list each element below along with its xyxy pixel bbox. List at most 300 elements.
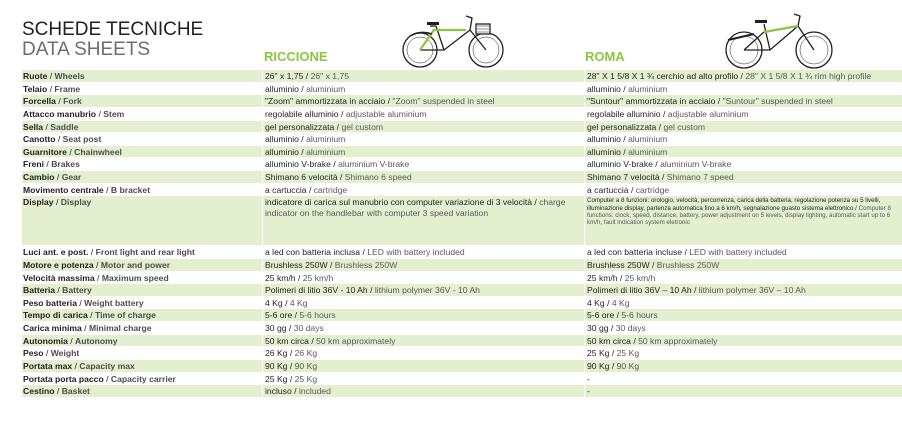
riccione-value-it: alluminio [265,134,299,145]
spec-label [22,335,262,347]
spec-label-en: Chainwheel [74,146,122,157]
riccione-value [262,309,584,321]
slash-separator: / [292,310,300,321]
riccione-value-en: 90 Kg [294,360,318,371]
slash-separator: / [649,259,657,270]
slash-separator: / [47,71,55,81]
spec-row [22,158,902,171]
spec-label-en: Gear [61,172,82,182]
spec-row [22,108,902,121]
spec-label-it: Portata max [23,360,73,371]
roma-value-it: 25 Kg [587,348,610,359]
spec-label-it: Telaio [23,83,48,94]
spec-row [22,272,902,285]
spec-label [22,184,262,196]
spec-label-it: Freni [23,159,45,170]
roma-value-it: 28" X 1 5/8 X 1 ¾ cerchio ad alto profilo [587,71,739,81]
roma-value-it: regolabile alluminio [587,108,661,119]
riccione-value-it: regolabile alluminio [265,108,339,119]
riccione-value [262,184,584,196]
riccione-value-it: 26 Kg [265,348,288,359]
spec-label-it: Canotto [23,134,56,145]
spec-label [22,133,262,145]
roma-value-en: aluminium [628,146,668,157]
slash-separator: / [291,386,299,397]
roma-value [584,373,902,385]
spec-label-en: Maximum speed [101,272,169,283]
riccione-value-en: aluminium [306,134,346,145]
spec-label-en: Battery [62,285,92,296]
roma-value [584,196,902,245]
riccione-value-en: Shimano 6 speed [344,172,412,182]
spec-label-en: Fork [63,96,82,107]
roma-value-en: 4 Kg [611,297,630,308]
riccione-value-it: gel personalizzata [265,121,335,132]
roma-value [584,347,902,359]
spec-row [22,196,902,246]
riccione-value-en: 4 Kg [289,297,308,308]
roma-value [584,385,902,397]
spec-label-it: Batteria [23,285,55,296]
roma-value-en: 30 days [615,323,646,333]
roma-value-it: Shimano 7 velocità [587,172,660,182]
roma-value-it: Polimeri di litio 36V – 10 Ah [587,285,692,296]
spec-label-en: Saddle [50,121,79,132]
slash-separator: / [853,204,859,212]
roma-value [584,246,902,258]
roma-value-it: "Suntour" ammortizzata in acciaio [587,96,716,107]
riccione-value-it: 25 km/h [265,272,296,283]
slash-separator: / [303,71,311,81]
riccione-value [262,158,584,170]
roma-value [584,83,902,95]
slash-separator: / [43,348,51,359]
riccione-value [262,146,584,158]
roma-value [584,309,902,321]
roma-value-it: 90 Kg [587,360,610,371]
riccione-value [262,83,584,95]
spec-label [22,272,262,284]
roma-value [584,146,902,158]
riccione-value-en: Brushless 250W [334,259,398,270]
slash-separator: / [614,310,622,321]
slash-separator: / [608,323,616,333]
riccione-value [262,171,584,183]
spec-label [22,95,262,107]
spec-label-it: Sella [23,121,44,132]
slash-separator: / [367,285,375,296]
spec-label-en: B bracket [110,184,151,195]
spec-label-it: Autonomia [23,335,68,346]
slash-separator: / [691,285,699,296]
riccione-value-en: charge indicator on the handlebar with computer 3 speed variation [265,197,566,219]
slash-separator: / [532,197,540,208]
spec-row [22,322,902,335]
riccione-value [262,70,584,82]
spec-row [22,95,902,108]
riccione-value-it: indicatore di carica sul manubrio con computer variazione di 3 velocità [265,197,533,208]
slash-separator: / [609,348,617,359]
roma-value-en: Brushless 250W [656,259,720,270]
spec-label [22,196,262,245]
spec-label-it: Forcella [23,96,56,107]
riccione-value-it: alluminio [265,83,299,94]
slash-separator: / [67,335,76,346]
riccione-value [262,133,584,145]
roma-value-en: 28" X 1 5/8 X 1 ¾ rim high profile [745,71,872,81]
spec-row [22,360,902,373]
riccione-value-en: 50 km approximately [316,335,396,346]
riccione-value-it: 25 Kg [265,373,288,384]
spec-label-it: Movimento centrale [23,184,104,195]
roma-value-en: Computer 8 functions: clock, speed, distance, battery, power adjustment on 5 levels, display lighting, automatic start up to 6 km/h, fault indication system eletronic [587,204,891,227]
spec-label-it: Motore e potenza [23,259,94,270]
slash-separator: / [656,121,664,132]
spec-label-en: Capacity max [79,360,135,371]
slash-separator: / [103,184,111,195]
spec-label [22,309,262,321]
riccione-value-it: alluminio [265,146,299,157]
riccione-value [262,335,584,347]
riccione-value-en: 30 days [293,323,324,333]
roma-value-it: Brushless 250W [587,259,650,270]
spec-label-en: Display [60,197,92,208]
riccione-value [262,272,584,284]
roma-value-en: 5-6 hours [621,310,658,321]
spec-label-en: Frame [54,83,81,94]
spec-row [22,83,902,96]
slash-separator: / [54,172,62,182]
slash-separator: / [72,360,80,371]
riccione-value-it: 26" x 1,75 [265,71,304,81]
slash-separator: / [295,272,303,283]
spec-label-it: Peso batteria [23,297,77,308]
roma-value [584,121,902,133]
riccione-bike-illustration [400,12,508,70]
spec-label [22,259,262,271]
spec-row [22,70,902,83]
slash-separator: / [298,146,307,157]
riccione-value-it: 50 km circa [265,335,309,346]
spec-label-en: Seat post [62,134,102,145]
slash-separator: / [81,323,89,333]
riccione-value [262,121,584,133]
roma-value-en: Shimano 7 speed [666,172,734,182]
riccione-value [262,385,584,397]
spec-row [22,309,902,322]
roma-value-it: a cartuccia [587,184,629,195]
roma-value [584,360,902,372]
slash-separator: / [738,71,746,81]
slash-separator: / [287,360,295,371]
spec-label [22,246,262,258]
riccione-value-it: a led con batteria inclusa [265,247,361,258]
riccione-value-it: "Zoom" ammortizzata in acciaio [265,96,386,107]
slash-separator: / [630,335,639,346]
spec-row [22,385,902,398]
spec-row [22,335,902,348]
riccione-value-en: adjustable aluminium [345,108,427,119]
riccione-value-en: cartridge [313,184,348,195]
roma-value [584,259,902,271]
spec-label-it: Guarnitore [23,146,67,157]
riccione-value-it: 5-6 ore [265,310,293,321]
riccione-value-it: Polimeri di litio 36V - 10 Ah [265,285,368,296]
spec-row [22,146,902,159]
spec-label [22,70,262,82]
spec-row [22,171,902,184]
riccione-value-en: 25 km/h [302,272,334,283]
spec-label-it: Display [23,197,54,208]
roma-value-en: "Suntour" suspended in steel [722,96,833,107]
roma-value-en: aluminium V-brake [660,159,732,170]
riccione-value-en: 26 Kg [294,348,318,359]
slash-separator: / [96,108,104,119]
page-title: SCHEDE TECNICHE [22,19,204,40]
slash-separator: / [327,259,335,270]
spec-label-it: Cestino [23,386,55,397]
spec-row [22,297,902,310]
slash-separator: / [338,108,346,119]
roma-value-it: Computer a 8 funzioni: orologio, velocità, percorrenza, carica della batteria, regolazione potenza su 5 livelli, illuminazione display, partenza automatica fino a 6 km/h, segnalazione guasto sistema elettronico [587,197,881,212]
slash-separator: / [76,297,85,308]
roma-value [584,171,902,183]
slash-separator: / [715,96,723,107]
roma-bike-illustration [724,12,836,70]
spec-label [22,158,262,170]
slash-separator: / [620,134,629,145]
spec-row [22,259,902,272]
roma-value-it: gel personalizzata [587,121,657,132]
riccione-value-it: 90 Kg [265,360,288,371]
slash-separator: / [287,373,295,384]
roma-value-it: alluminio [587,83,621,94]
slash-separator: / [282,297,290,308]
spec-label-en: Capacity carrier [110,373,176,384]
slash-separator: / [43,121,51,132]
slash-separator: / [55,285,63,296]
spec-label-it: Portata porta pacco [23,373,104,384]
roma-value-it: - [587,386,590,397]
roma-value-en: LED with battery included [689,247,787,258]
roma-value [584,108,902,120]
spec-label-en: Wheels [54,71,85,81]
slash-separator: / [609,360,617,371]
slash-separator: / [94,272,102,283]
slash-separator: / [53,197,61,208]
spec-label-it: Carica minima [23,323,82,333]
spec-label-it: Cambio [23,172,55,182]
spec-label [22,322,262,334]
slash-separator: / [385,96,393,107]
roma-value-en: cartridge [635,184,670,195]
roma-value-it: 4 Kg [587,297,605,308]
spec-label [22,360,262,372]
spec-table [22,70,902,398]
riccione-value-en: LED with battery included [367,247,465,258]
riccione-value [262,373,584,385]
riccione-value-en: included [298,386,331,397]
riccione-value-en: 26" x 1,75 [310,71,350,81]
spec-row [22,133,902,146]
roma-value [584,284,902,296]
riccione-value-it: a cartuccia [265,184,307,195]
spec-label-en: Front light and rear light [95,247,195,258]
roma-value-it: a led con batteria incluse [587,247,683,258]
slash-separator: / [298,134,307,145]
spec-label-en: Minimal charge [88,323,152,333]
spec-label-en: Brakes [51,159,80,170]
spec-label-it: Attacco manubrio [23,108,97,119]
roma-value-it: alluminio [587,146,621,157]
riccione-value-en: aluminium V-brake [338,159,410,170]
spec-row [22,373,902,386]
riccione-value-it: alluminio V-brake [265,159,331,170]
spec-label [22,297,262,309]
roma-value [584,184,902,196]
spec-label [22,284,262,296]
riccione-value [262,196,584,245]
spec-row [22,121,902,134]
spec-label [22,146,262,158]
slash-separator: / [308,335,317,346]
riccione-value-en: gel custom [341,121,384,132]
slash-separator: / [682,247,690,258]
riccione-value [262,360,584,372]
riccione-value-en: 25 Kg [294,373,318,384]
riccione-value-it: 30 gg [265,323,287,333]
slash-separator: / [620,146,629,157]
spec-label [22,108,262,120]
riccione-value [262,95,584,107]
roma-value-it: 50 km circa [587,335,631,346]
roma-value-en: 90 Kg [616,360,640,371]
roma-value-it: 25 km/h [587,272,618,283]
page-header [0,0,902,70]
spec-label-en: Motor and power [100,259,171,270]
slash-separator: / [47,83,55,94]
roma-value-en: aluminium [628,134,668,145]
slash-separator: / [93,259,101,270]
spec-label [22,385,262,397]
slash-separator: / [87,310,95,321]
riccione-value [262,322,584,334]
riccione-value [262,297,584,309]
riccione-value [262,108,584,120]
spec-label-en: Basket [61,386,90,397]
roma-value-en: lithium polymer 36V – 10 Ah [698,285,806,296]
spec-label [22,373,262,385]
spec-label-en: Weight battery [84,297,144,308]
riccione-value [262,246,584,258]
slash-separator: / [44,159,52,170]
spec-label-it: Luci ant. e post. [23,247,89,258]
riccione-value [262,347,584,359]
slash-separator: / [628,184,636,195]
roma-value [584,95,902,107]
roma-value [584,297,902,309]
slash-separator: / [330,159,339,170]
spec-label-it: Ruote [23,71,48,81]
roma-value [584,322,902,334]
slash-separator: / [55,96,64,107]
slash-separator: / [660,108,668,119]
roma-value-it: - [587,373,590,384]
roma-value-it: alluminio [587,134,621,145]
slash-separator: / [66,146,75,157]
roma-value-en: 50 km approximately [638,335,718,346]
slash-separator: / [337,172,345,182]
spec-label-en: Weight [50,348,80,359]
roma-value-en: 25 Kg [616,348,640,359]
spec-label-en: Stem [103,108,125,119]
spec-row [22,246,902,259]
riccione-value-en: aluminium [306,146,346,157]
roma-value [584,335,902,347]
slash-separator: / [306,184,314,195]
roma-value-it: alluminio V-brake [587,159,653,170]
riccione-value-it: Brushless 250W [265,259,328,270]
slash-separator: / [604,297,612,308]
riccione-value-en: lithium polymer 36V - 10 Ah [374,285,480,296]
riccione-value-it: 4 Kg [265,297,283,308]
slash-separator: / [652,159,661,170]
slash-separator: / [88,247,96,258]
roma-value-it: 30 gg [587,323,609,333]
roma-value [584,133,902,145]
spec-label-it: Tempo di carica [23,310,88,321]
riccione-value [262,284,584,296]
spec-label [22,347,262,359]
spec-label [22,121,262,133]
roma-value-en: 25 km/h [624,272,656,283]
model-name-riccione: RICCIONE [264,49,328,64]
slash-separator: / [286,323,294,333]
slash-separator: / [298,83,307,94]
spec-label-en: Autonomy [75,335,118,346]
roma-value-it: 5-6 ore [587,310,615,321]
spec-label-en: Time of charge [94,310,156,321]
roma-value [584,158,902,170]
slash-separator: / [620,83,629,94]
slash-separator: / [55,134,63,145]
riccione-value-en: 5-6 hours [299,310,336,321]
slash-separator: / [103,373,111,384]
roma-value [584,70,902,82]
slash-separator: / [617,272,625,283]
riccione-value-en: aluminium [306,83,346,94]
slash-separator: / [360,247,368,258]
slash-separator: / [287,348,295,359]
roma-value [584,272,902,284]
slash-separator: / [54,386,62,397]
slash-separator: / [334,121,342,132]
riccione-value-en: "Zoom" suspended in steel [392,96,495,107]
spec-row [22,284,902,297]
spec-label [22,171,262,183]
spec-label-it: Peso [23,348,44,359]
riccione-value-it: incluso [265,386,292,397]
slash-separator: / [659,172,667,182]
spec-row [22,184,902,197]
spec-label-it: Velocità massima [23,272,95,283]
model-name-roma: ROMA [585,49,625,64]
page-subtitle: DATA SHEETS [22,39,151,60]
roma-value-en: gel custom [663,121,706,132]
riccione-value [262,259,584,271]
roma-value-en: aluminium [628,83,668,94]
roma-value-en: adjustable aluminium [667,108,749,119]
